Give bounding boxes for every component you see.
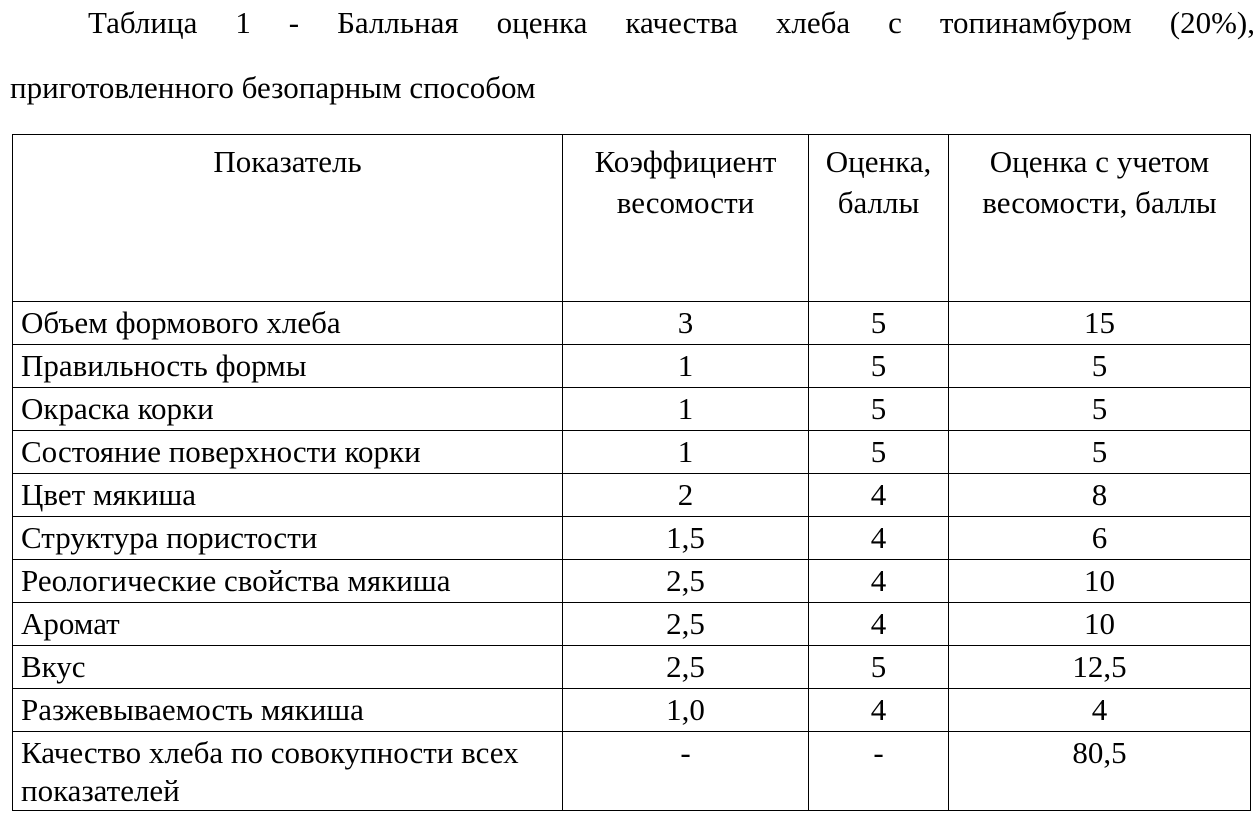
quality-score-table xyxy=(12,134,1251,811)
cell-weighted-score: 5 xyxy=(949,431,1251,474)
table-row xyxy=(13,345,1251,388)
cell-indicator: Качество хлеба по совокупности всех показателей xyxy=(13,732,563,811)
cell-weighted-score: 15 xyxy=(949,302,1251,345)
cell-weight: 1,5 xyxy=(563,517,809,560)
cell-weighted-score: 6 xyxy=(949,517,1251,560)
table-row xyxy=(13,388,1251,431)
cell-weighted-score: 10 xyxy=(949,603,1251,646)
header-score: Оценка, баллы xyxy=(809,135,949,302)
header-weighted-score: Оценка с учетом весомости, баллы xyxy=(949,135,1251,302)
cell-weighted-score: 5 xyxy=(949,345,1251,388)
cell-weight: 2 xyxy=(563,474,809,517)
cell-indicator: Цвет мякиша xyxy=(13,474,563,517)
cell-weight: 3 xyxy=(563,302,809,345)
cell-weight: 2,5 xyxy=(563,603,809,646)
cell-weighted-score: 10 xyxy=(949,560,1251,603)
cell-indicator: Реологические свойства мякиша xyxy=(13,560,563,603)
cell-score: 4 xyxy=(809,474,949,517)
cell-weight: 1 xyxy=(563,388,809,431)
cell-weighted-score: 12,5 xyxy=(949,646,1251,689)
cell-score: 5 xyxy=(809,646,949,689)
cell-score: 5 xyxy=(809,302,949,345)
cell-score: 4 xyxy=(809,689,949,732)
cell-score: 4 xyxy=(809,560,949,603)
cell-indicator: Окраска корки xyxy=(13,388,563,431)
cell-weight: 1 xyxy=(563,345,809,388)
table-row xyxy=(13,517,1251,560)
cell-indicator: Правильность формы xyxy=(13,345,563,388)
cell-weighted-score: 5 xyxy=(949,388,1251,431)
table-row xyxy=(13,560,1251,603)
cell-weight: 2,5 xyxy=(563,646,809,689)
cell-weighted-score: 80,5 xyxy=(949,732,1251,811)
cell-indicator: Вкус xyxy=(13,646,563,689)
cell-indicator: Состояние поверхности корки xyxy=(13,431,563,474)
table-header-row xyxy=(13,135,1251,302)
cell-indicator: Аромат xyxy=(13,603,563,646)
cell-weight: - xyxy=(563,732,809,811)
cell-indicator: Объем формового хлеба xyxy=(13,302,563,345)
table-row xyxy=(13,603,1251,646)
caption-line-1: Таблица 1 - Балльная оценка качества хлеба с топинамбуром (20%), xyxy=(88,5,1255,40)
cell-weight: 1 xyxy=(563,431,809,474)
header-weight-coefficient: Коэффициент весомости xyxy=(563,135,809,302)
cell-indicator: Структура пористости xyxy=(13,517,563,560)
cell-score: 4 xyxy=(809,517,949,560)
cell-indicator: Разжевываемость мякиша xyxy=(13,689,563,732)
cell-score: 5 xyxy=(809,388,949,431)
table-caption xyxy=(10,4,1255,107)
cell-score: 5 xyxy=(809,431,949,474)
cell-score: - xyxy=(809,732,949,811)
table-row xyxy=(13,689,1251,732)
cell-score: 4 xyxy=(809,603,949,646)
table-row xyxy=(13,302,1251,345)
header-indicator: Показатель xyxy=(13,135,563,302)
table-row xyxy=(13,646,1251,689)
cell-score: 5 xyxy=(809,345,949,388)
cell-weight: 2,5 xyxy=(563,560,809,603)
cell-weight: 1,0 xyxy=(563,689,809,732)
caption-line-2: приготовленного безопарным способом xyxy=(10,70,536,105)
cell-weighted-score: 8 xyxy=(949,474,1251,517)
table-row xyxy=(13,474,1251,517)
table-row xyxy=(13,431,1251,474)
cell-weighted-score: 4 xyxy=(949,689,1251,732)
table-row-total xyxy=(13,732,1251,811)
